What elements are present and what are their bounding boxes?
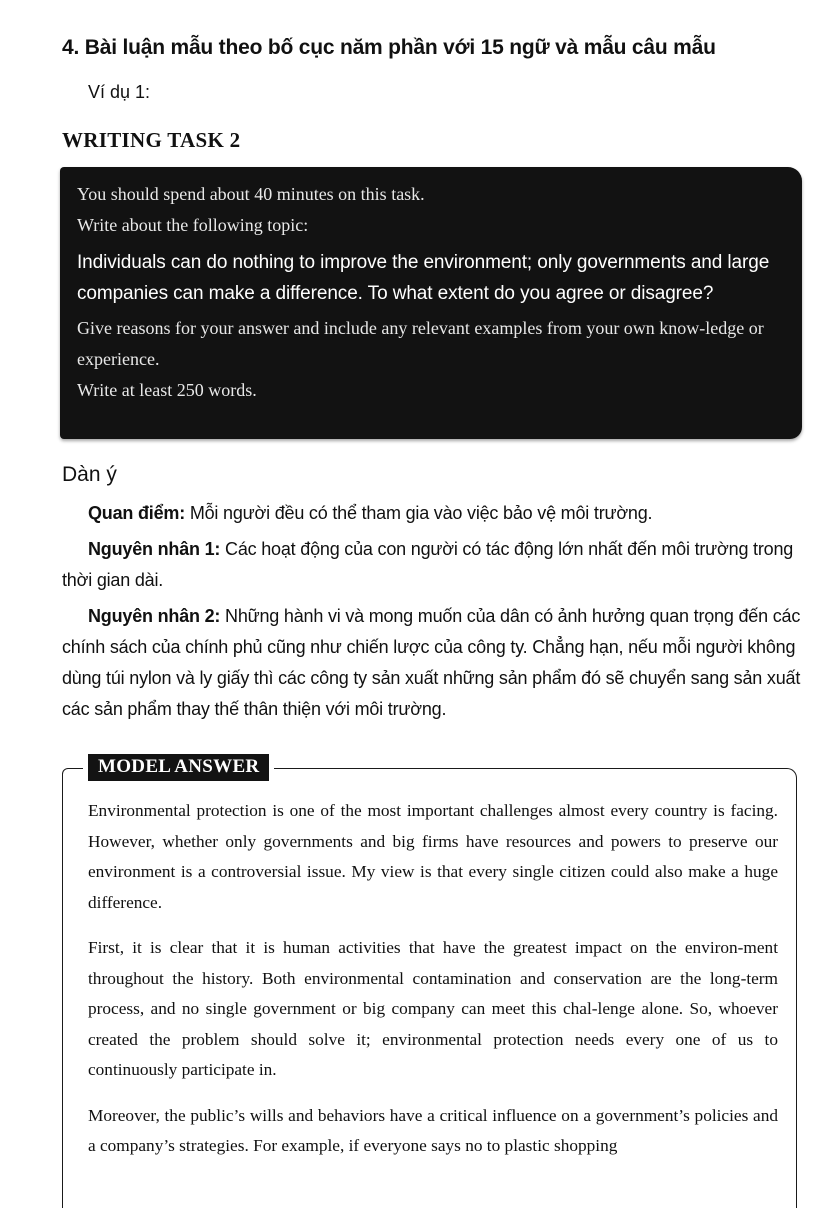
example-label: Ví dụ 1: xyxy=(88,82,151,102)
task-prompt-box xyxy=(60,167,802,439)
outline-heading: Dàn ý xyxy=(62,463,117,486)
writing-task-title: WRITING TASK 2 xyxy=(62,128,241,152)
outline-section xyxy=(62,498,802,730)
outline-item-text: Các hoạt động của con người có tác động lớn nhất đến môi trường trong thời gian dài. xyxy=(62,539,794,590)
outline-item-viewpoint xyxy=(62,498,802,529)
outline-item-label: Quan điểm: xyxy=(88,503,186,523)
model-answer-label: MODEL ANSWER xyxy=(88,754,274,781)
answer-paragraph: Moreover, the public’s wills and behaviors have a critical influence on a government’s policies and a company’s strategies. For example, if everyone says no to plastic shopping xyxy=(88,1105,778,1155)
essay-topic: Individuals can do nothing to improve the environment; only governments and large companies can make a difference. To what extent do you agree or disagree? xyxy=(77,252,770,304)
instruction-reasons: Give reasons for your answer and include any relevant examples from your own know-ledge or experience. xyxy=(77,318,764,369)
answer-paragraph: Environmental protection is one of the most important challenges almost every country is facing. However, whether only governments and big firms have resources and powers to preserve our environment is a controversial issue. My view is that every single citizen could also make a huge difference. xyxy=(88,801,778,912)
outline-item-reason-1 xyxy=(62,534,802,596)
outline-item-label: Nguyên nhân 1: xyxy=(88,539,221,559)
outline-item-label: Nguyên nhân 2: xyxy=(88,606,221,626)
model-answer-body xyxy=(88,796,778,1177)
section-heading: 4. Bài luận mẫu theo bố cục năm phần với 15 ngữ và mẫu câu mẫu xyxy=(62,36,716,59)
outline-item-text: Mỗi người đều có thể tham gia vào việc bảo vệ môi trường. xyxy=(185,503,653,523)
instruction-topic: Write about the following topic: xyxy=(77,215,309,235)
instruction-time: You should spend about 40 minutes on this task. xyxy=(77,184,425,204)
outline-item-reason-2 xyxy=(62,601,802,725)
outline-item-text: Những hành vi và mong muốn của dân có ảnh hưởng quan trọng đến các chính sách của chính phủ cũng như chiến lược của công ty. Chẳng hạn, nếu mỗi người không dùng túi nylon và ly giấy thì các công ty sản xuất những sản phẩm đó sẽ chuyển sang sản xuất các sản phẩm thay thế thân thiện với môi trường. xyxy=(62,606,801,719)
instruction-word-count: Write at least 250 words. xyxy=(77,380,257,400)
answer-paragraph: First, it is clear that it is human activities that have the greatest impact on the environ-ment throughout the history. Both environmental contamination and conservation are the long-term process, and no single government or big company can meet this chal-lenge alone. So, whoever created the problem should solve it; environmental protection needs every one of us to continuously participate in. xyxy=(88,938,778,1079)
